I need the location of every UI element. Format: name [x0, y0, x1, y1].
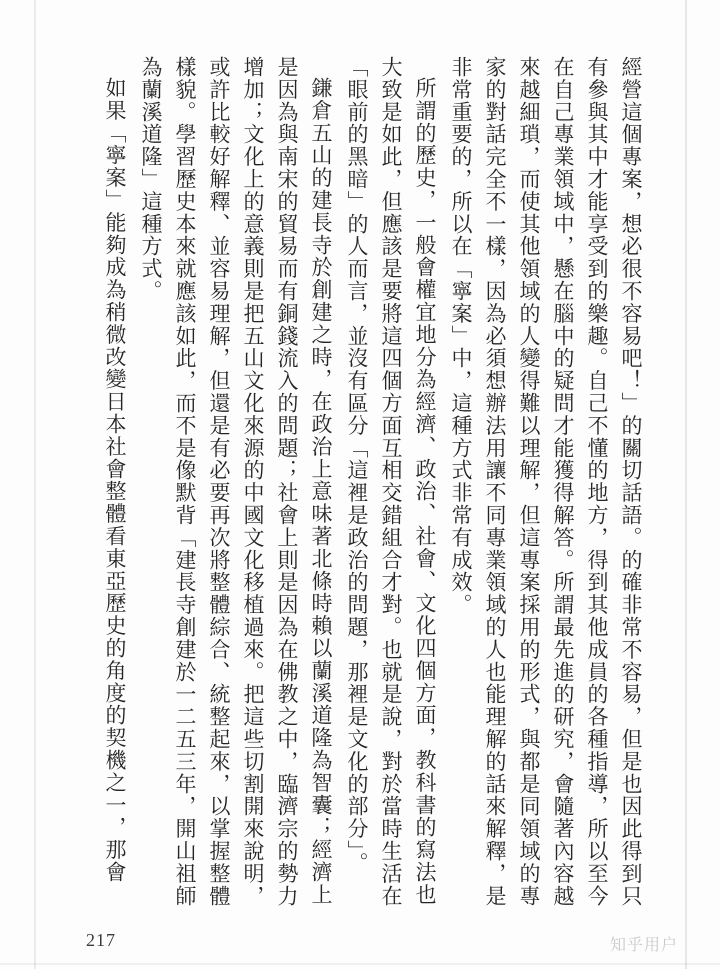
scan-edge-right — [685, 0, 687, 969]
paragraph: 鎌倉五山的建長寺於創建之時，在政治上意味著北條時賴以蘭溪道隆為智囊；經濟上是因為與南宋的貿易而有銅錢流入的問題；社會上則是因為在佛教之中，臨濟宗的勢力增加；文化上的意義則是把五山文化來源的中國文化移植過來。把這些切割開來說明，或許比較好解釋、並容易理解，但還是有必要再次將整體綜合、統整起來，以掌握整體樣貌。學習歷史本來就應該如此，而不是像默背「建長寺創建於一二五三年，開山祖師為蘭溪道隆」這種方式。 — [139, 56, 333, 908]
vertical-text-block — [98, 56, 648, 912]
scan-edge-left — [34, 0, 36, 969]
scan-edge-bottom — [0, 963, 720, 965]
watermark: 知乎用户 — [610, 937, 679, 954]
paragraph: 所謂的歷史，一般會權宜地分為經濟、政治、社會、文化四個方面，教科書的寫法也大致是如此，但應該是要將這四個方面互相交錯組合才對。也就是說，對於當時生活在「眼前的黑暗」的人而言，並沒有區分「這裡是政治的問題，那裡是文化的部分」。 — [345, 56, 437, 908]
paragraph: 經營這個專案，想必很不容易吧！」的關切話語。的確非常不容易，但是也因此得到只有參與其中才能享受到的樂趣。自己不懂的地方，得到其他成員的各種指導，所以至今在自己專業領域中，懸在腦中的疑問才能獲得解答。所謂最先進的研究，會隨著內容越來越細瑣，而使其他領域的人變得難以理解，但這專案採用的形式，與都是同領域的專家的對話完全不一樣，因為必須想辦法用讓不同專業領域的人也能理解的話來解釋，是非常重要的，所以在「寧案」中，這種方式非常有成效。 — [449, 56, 643, 908]
page-number: 217 — [86, 930, 116, 950]
paragraph: 如果「寧案」能夠成為稍微改變日本社會整體看東亞歷史的角度的契機之一，那會 — [103, 77, 127, 884]
